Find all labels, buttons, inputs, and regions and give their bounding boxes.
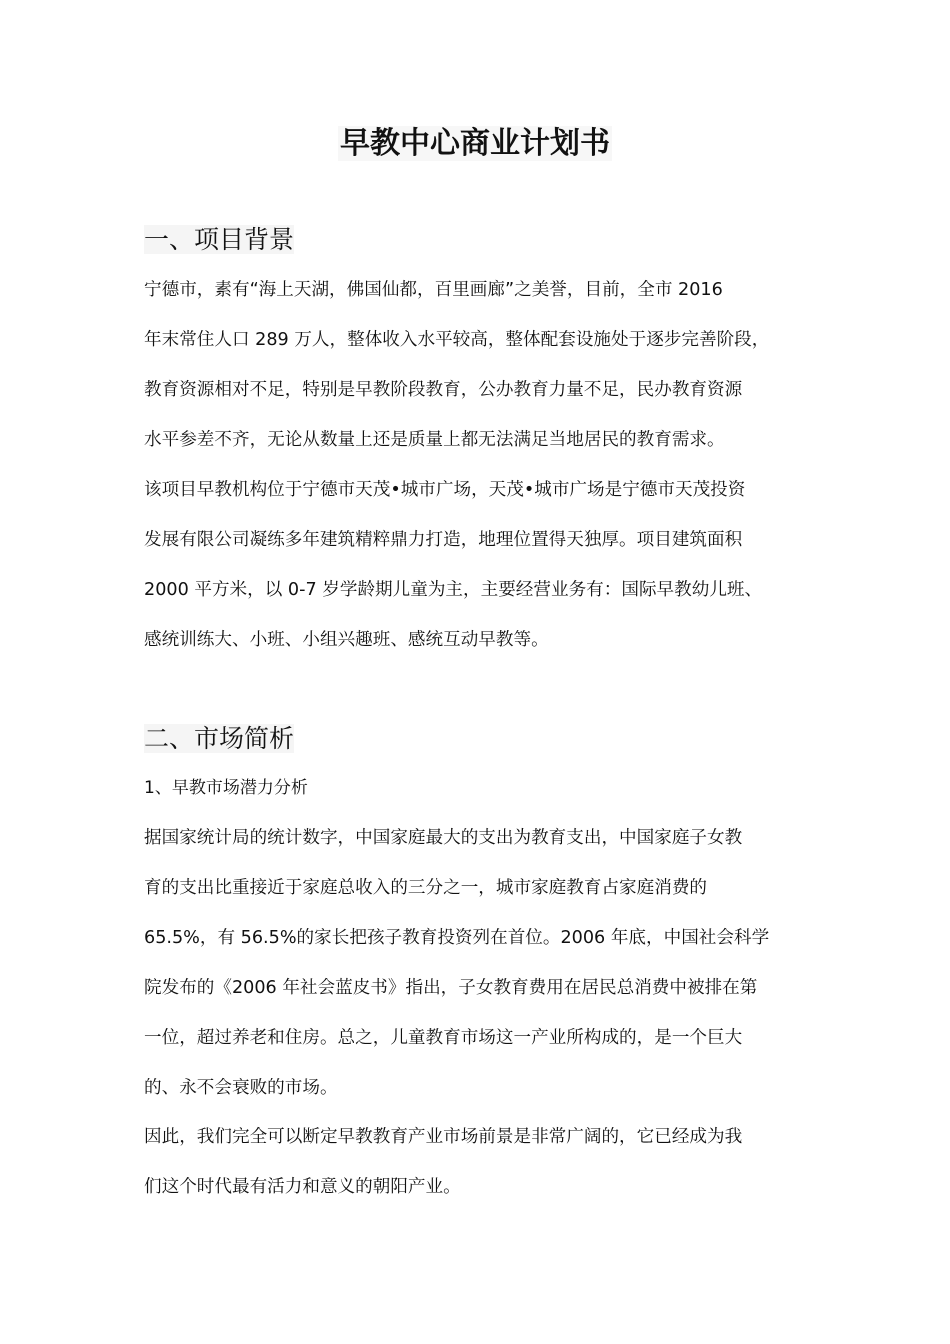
text-line: 65.5%，有 56.5%的家长把孩子教育投资列在首位。2006 年底，中国社会科学	[144, 928, 770, 948]
text-line: 的、永不会衰败的市场。	[144, 1078, 338, 1098]
text-line: 一位，超过养老和住房。总之，儿童教育市场这一产业所构成的，是一个巨大	[144, 1028, 743, 1048]
section-heading-project-background	[144, 222, 294, 258]
paragraph-market-conclusion	[144, 1112, 824, 1212]
text-line: 院发布的《2006 年社会蓝皮书》指出，子女教育费用在居民总消费中被排在第	[144, 978, 758, 998]
text-line: 水平参差不齐，无论从数量上还是质量上都无法满足当地居民的教育需求。	[144, 430, 725, 450]
subheading-market-potential: 1、早教市场潜力分析	[144, 778, 308, 798]
text-line: 据国家统计局的统计数字，中国家庭最大的支出为教育支出，中国家庭子女教	[144, 828, 743, 848]
text-line: 发展有限公司凝练多年建筑精粹鼎力打造，地理位置得天独厚。项目建筑面积	[144, 530, 743, 550]
paragraph-market-statistics	[144, 813, 824, 1113]
text-line: 因此，我们完全可以断定早教教育产业市场前景是非常广阔的，它已经成为我	[144, 1127, 743, 1147]
text-line: 该项目早教机构位于宁德市天茂•城市广场，天茂•城市广场是宁德市天茂投资	[144, 480, 746, 500]
text-line: 们这个时代最有活力和意义的朝阳产业。	[144, 1177, 461, 1197]
paragraph-background-intro	[144, 265, 824, 465]
document-title	[0, 122, 950, 166]
section-heading-text: 二、市场简析	[144, 724, 295, 753]
text-line: 年末常住人口 289 万人，整体收入水平较高，整体配套设施处于逐步完善阶段，	[144, 330, 770, 350]
text-line: 感统训练大、小班、小组兴趣班、感统互动早教等。	[144, 630, 549, 650]
section-heading-market-analysis	[144, 721, 294, 757]
document-title-text: 早教中心商业计划书	[340, 126, 610, 161]
text-line: 宁德市，素有“海上天湖，佛国仙都，百里画廊”之美誉，目前，全市 2016	[144, 280, 723, 300]
text-line: 教育资源相对不足，特别是早教阶段教育，公办教育力量不足，民办教育资源	[144, 380, 743, 400]
text-line: 育的支出比重接近于家庭总收入的三分之一，城市家庭教育占家庭消费的	[144, 878, 708, 898]
paragraph-project-location	[144, 465, 824, 665]
text-line: 2000 平方米，以 0-7 岁学龄期儿童为主，主要经营业务有：国际早教幼儿班、	[144, 580, 763, 600]
section-heading-text: 一、项目背景	[144, 225, 295, 254]
